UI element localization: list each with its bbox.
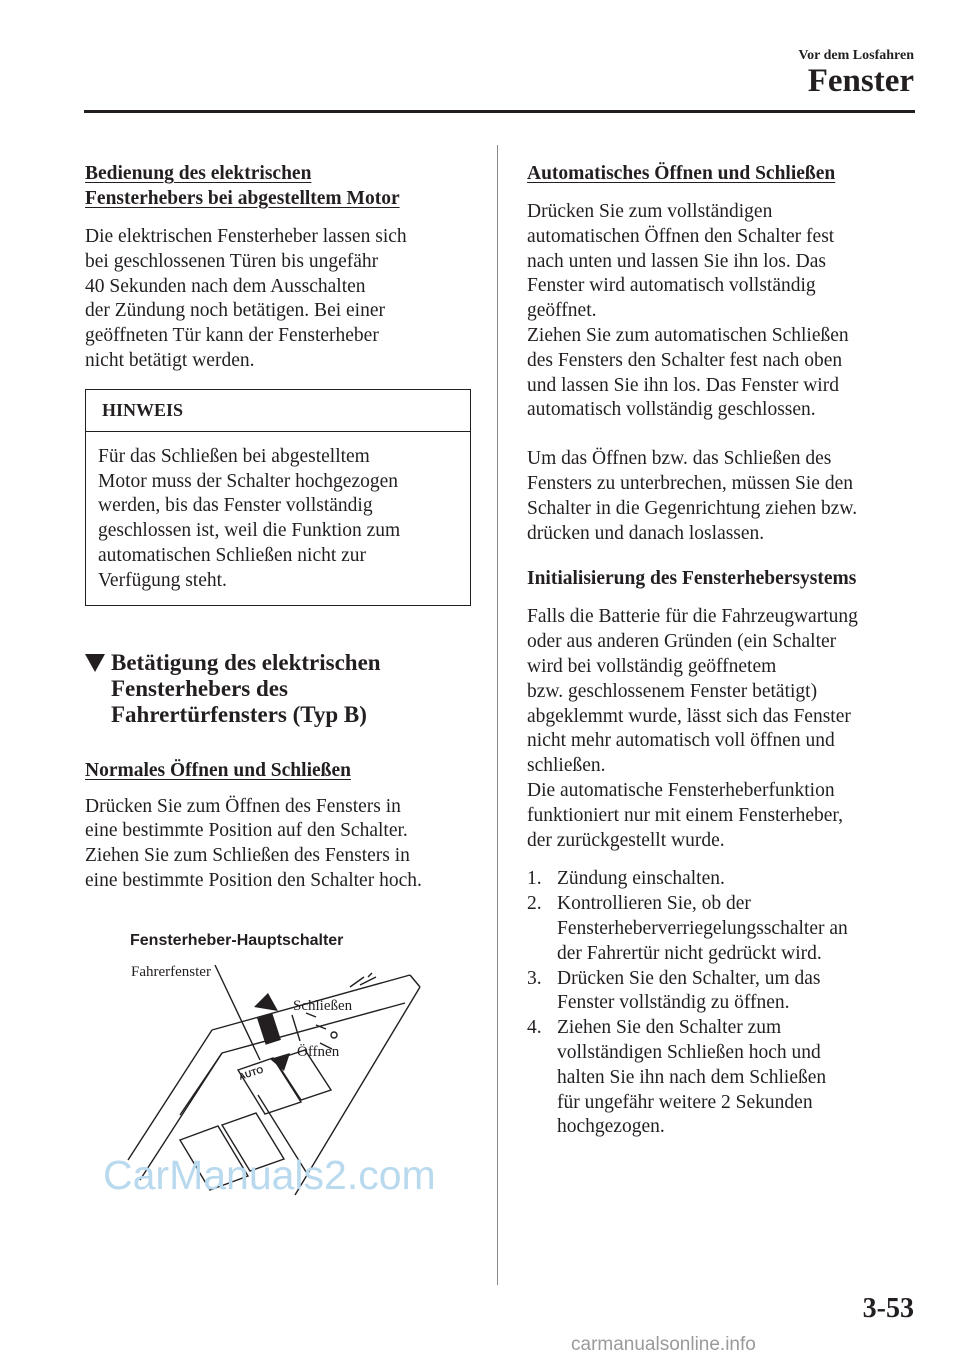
note-body: Für das Schließen bei abgestelltem Motor muss der Schalter hochgezogen werden, bis das Fenster vollständig geschlossen ist, weil die Funktion zum automatischen Schließen nicht zur Verfügung steht. — [98, 445, 401, 591]
paragraph-interrupt: Um das Öffnen bzw. das Schließen des Fensters zu unterbrechen, müssen Sie den Schalter in die Gegenrichtung ziehen bzw. drücken und danach loslassen. — [527, 448, 858, 544]
list-item: 1. Zündung einschalten. — [527, 868, 725, 890]
subheading-auto-operation: Automatisches Öffnen und Schließen — [527, 163, 836, 184]
watermark: CarManuals2.com — [103, 1152, 436, 1198]
paragraph-engine-off: Die elektrischen Fensterheber lassen sich bei geschlossenen Türen bis ungefähr 40 Sekunden nach dem Ausschalten der Zündung noch betätigen. Bei einer geöffneten Tür kann der Fensterheber nicht betätigt werden. — [85, 226, 407, 371]
left-column — [85, 161, 473, 894]
figure-title: Fensterheber-Hauptschalter — [130, 932, 344, 949]
paragraph-normal-operation: Drücken Sie zum Öffnen des Fensters in eine bestimmte Position auf den Schalter. Ziehen Sie zum Schließen des Fensters in eine bestimmte Position den Schalter hoch. — [85, 795, 422, 891]
subheading-initialization: Initialisierung des Fensterhebersystems — [527, 568, 857, 590]
subheading-normal-operation: Normales Öffnen und Schließen — [85, 759, 351, 781]
callout-open: Öffnen — [297, 1044, 340, 1060]
running-header-title: Fenster — [807, 63, 914, 99]
steps-list — [527, 867, 922, 1140]
list-item: 2. Kontrollieren Sie, ob der Fensterheberverriegelungsschalter an der Fahrertür nicht gedrückt wird. — [527, 893, 848, 964]
auto-switch-label: AUTO — [237, 1064, 265, 1082]
note-box — [85, 389, 471, 606]
section-triangle-icon — [85, 654, 105, 672]
paragraph-auto-operation: Drücken Sie zum vollständigen automatischen Öffnen den Schalter fest nach unten und lassen Sie ihn los. Das Fenster wird automatisch vollständig geöffnet. Ziehen Sie zum automatischen Schließen des Fensters den Schalter fest nach oben und lassen Sie ihn los. Das Fenster wird automatisch vollständig geschlossen. — [527, 201, 849, 421]
list-item: 3. Drücken Sie den Schalter, um das Fenster vollständig zu öffnen. — [527, 967, 821, 1014]
callout-close: Schließen — [293, 998, 353, 1014]
subheading-engine-off: Bedienung des elektrischen Fensterhebers bei abgestelltem Motor — [85, 163, 400, 209]
header-rule — [84, 110, 915, 113]
note-title: HINWEIS — [86, 390, 470, 432]
callout-driver-window: Fahrerfenster — [131, 964, 211, 980]
page-number: 3-53 — [862, 1293, 914, 1324]
right-column — [527, 161, 922, 1140]
column-divider — [497, 145, 498, 1285]
running-header-section: Vor dem Losfahren — [798, 48, 914, 63]
section-heading: Betätigung des elektrischen Fensterhebers des Fahrertürfensters (Typ B) — [85, 650, 473, 728]
list-item: 4. Ziehen Sie den Schalter zum vollständigen Schließen hoch und halten Sie ihn nach dem Schließen für ungefähr weitere 2 Sekunden hochgezogen. — [527, 1017, 827, 1138]
paragraph-initialization: Falls die Batterie für die Fahrzeugwartung oder aus anderen Gründen (ein Schalter wird bei vollständig geöffnetem bzw. geschlossenem Fenster betätigt) abgeklemmt wurde, lässt sich das Fenster nicht mehr automatisch voll öffnen und schließen. Die automatische Fensterheberfunktion funktioniert nur mit einem Fensterheber, der zurückgestellt wurde. — [527, 606, 858, 851]
watermark-footer: carmanualsonline.info — [571, 1334, 756, 1355]
